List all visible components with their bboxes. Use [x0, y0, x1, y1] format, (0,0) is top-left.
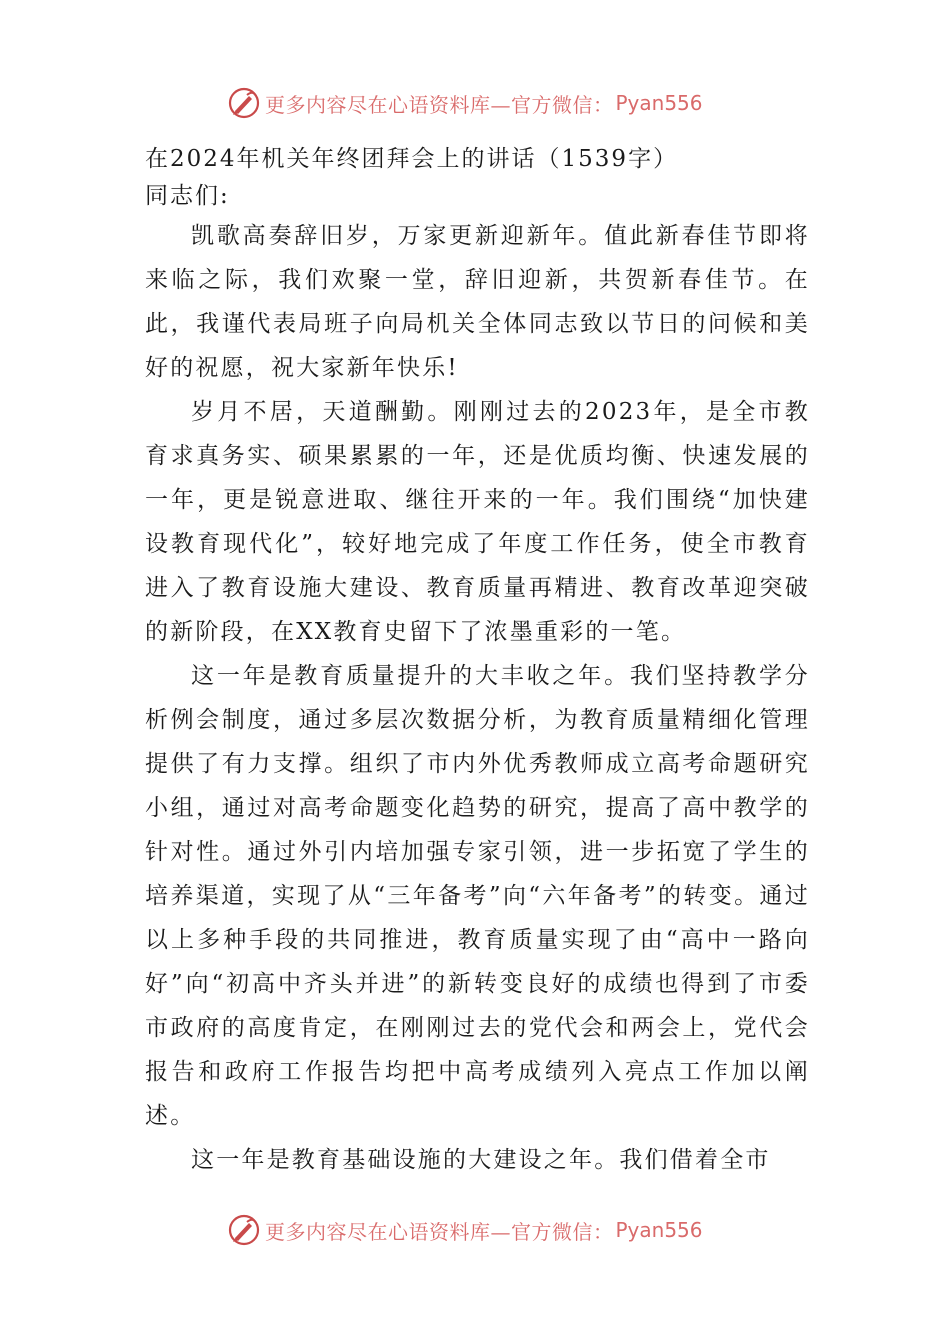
paragraph: 岁月不居，天道酬勤。刚刚过去的2023年，是全市教育求真务实、硕果累累的一年，还是优质均衡、快速发展的一年，更是锐意进取、继往开来的一年。我们围绕“加快建设教育现代化”，较好地完成了年度工作任务，使全市教育进入了教育设施大建设、教育质量再精进、教育改革迎突破的新阶段，在XX教育史留下了浓墨重彩的一笔。 — [145, 399, 810, 645]
banner-text: 更多内容尽在心语资料库—官方微信： — [265, 92, 614, 117]
greeting: 同志们: — [145, 183, 230, 209]
paragraph: 这一年是教育质量提升的大丰收之年。我们坚持教学分析例会制度，通过多层次数据分析，为教育质量精细化管理提供了有力支撑。组织了市内外优秀教师成立高考命题研究小组，通过对高考命题变化趋势的研究，提高了高中教学的针对性。通过外引内培加强专家引领，进一步拓宽了学生的培养渠道，实现了从“三年备考”向“六年备考”的转变。通过以上多种手段的共同推进，教育质量实现了由“高中一路向好”向“初高中齐头并进”的新转变良好的成绩也得到了市委市政府的高度肯定，在刚刚过去的党代会和两会上，党代会报告和政府工作报告均把中高考成绩列入亮点工作加以阐述。 — [145, 663, 810, 1129]
banner-text: 更多内容尽在心语资料库—官方微信： — [265, 1219, 614, 1244]
header-watermark-banner — [227, 86, 703, 120]
pen-logo-icon — [227, 1213, 261, 1247]
document-body — [145, 140, 810, 1182]
paragraph: 凯歌高奏辞旧岁，万家更新迎新年。值此新春佳节即将来临之际，我们欢聚一堂，辞旧迎新，共贺新春佳节。在此，我谨代表局班子向局机关全体同志致以节日的问候和美好的祝愿，祝大家新年快乐! — [145, 223, 810, 381]
pen-logo-icon — [227, 86, 261, 120]
banner-wechat-id: Pyan556 — [615, 1218, 703, 1242]
document-title: 在2024年机关年终团拜会上的讲话（1539字） — [145, 146, 679, 172]
paragraph: 这一年是教育基础设施的大建设之年。我们借着全市 — [191, 1147, 771, 1173]
banner-wechat-id: Pyan556 — [615, 91, 703, 115]
footer-watermark-banner — [227, 1213, 703, 1247]
